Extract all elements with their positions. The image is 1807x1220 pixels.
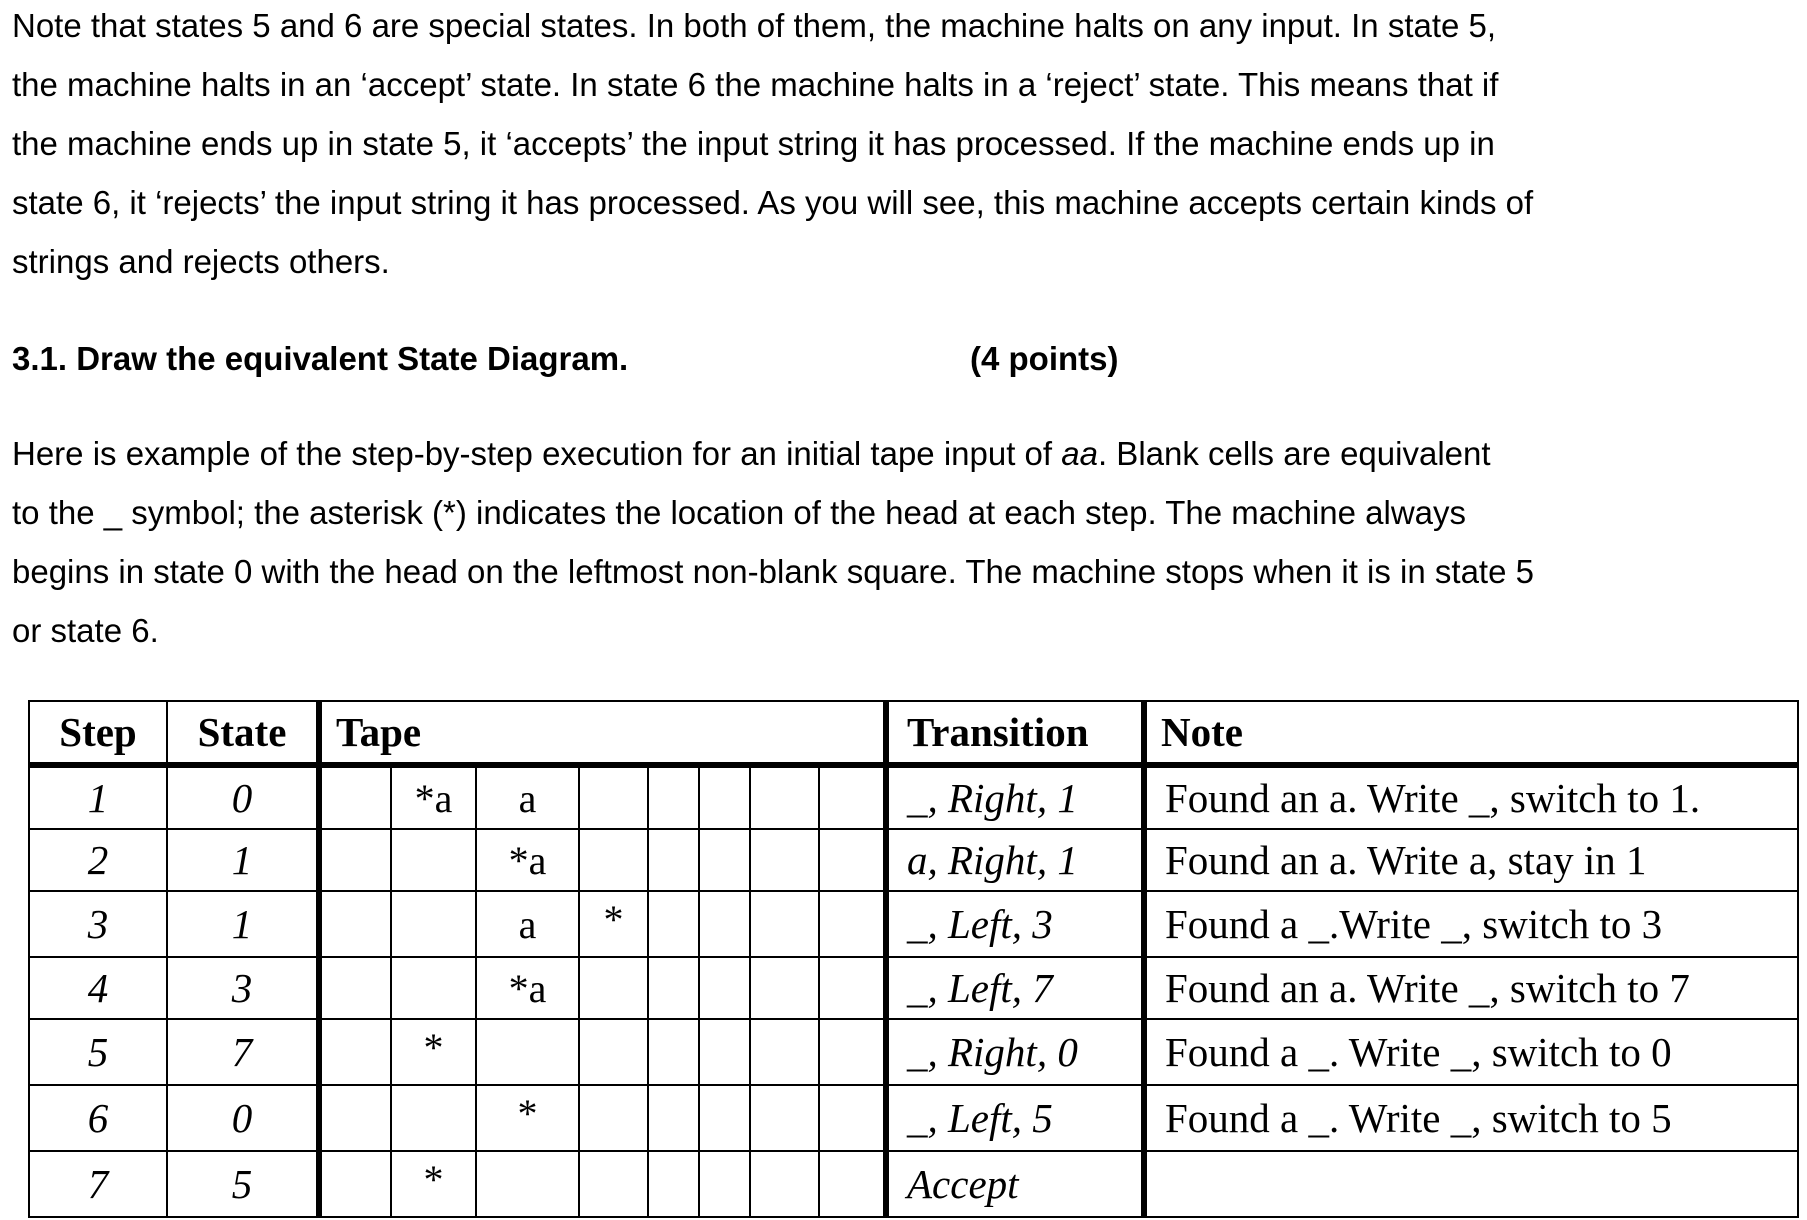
tape-cell: *a [476, 957, 579, 1019]
tape-cell: *a [476, 829, 579, 891]
cell-note [1144, 1151, 1798, 1217]
section-points: (4 points) [970, 340, 1119, 377]
example-line-1-before: Here is example of the step-by-step execution for an initial tape input of [12, 435, 1062, 472]
cell-transition: _, Right, 0 [886, 1019, 1144, 1085]
tape-cell [319, 829, 391, 891]
tape-cell [579, 1019, 648, 1085]
tape-cell [750, 1085, 819, 1151]
header-state: State [167, 701, 319, 765]
intro-paragraph [12, 0, 1797, 291]
tape-cell [579, 957, 648, 1019]
tape-cell [391, 1085, 476, 1151]
tape-cell [819, 1151, 886, 1217]
tape-cell [579, 765, 648, 829]
cell-step: 1 [29, 765, 167, 829]
tape-cell [750, 957, 819, 1019]
table-body [29, 765, 1798, 1217]
cell-transition: _, Left, 3 [886, 891, 1144, 957]
tape-cell [319, 1151, 391, 1217]
example-line-3: begins in state 0 with the head on the leftmost non-blank square. The machine stops when it is in state 5 [12, 553, 1534, 590]
header-step: Step [29, 701, 167, 765]
tape-cell [699, 1085, 750, 1151]
cell-step: 4 [29, 957, 167, 1019]
execution-table [28, 700, 1799, 1218]
cell-note: Found a _. Write _, switch to 0 [1144, 1019, 1798, 1085]
tape-cell [319, 765, 391, 829]
tape-cell: * [476, 1085, 579, 1151]
header-tape: Tape [319, 701, 886, 765]
cell-transition: _, Right, 1 [886, 765, 1144, 829]
intro-line-4: state 6, it ‘rejects’ the input string it has processed. As you will see, this machine accepts certain kinds of [12, 184, 1534, 221]
tape-cell: * [579, 891, 648, 957]
tape-cell: * [391, 1151, 476, 1217]
tape-cell: a [476, 891, 579, 957]
cell-step: 6 [29, 1085, 167, 1151]
tape-cell: *a [391, 765, 476, 829]
tape-cell [319, 891, 391, 957]
tape-cell [699, 1151, 750, 1217]
cell-note: Found a _. Write _, switch to 5 [1144, 1085, 1798, 1151]
tape-cell [648, 1019, 699, 1085]
tape-cell [391, 829, 476, 891]
tape-cell [699, 765, 750, 829]
tape-cell [648, 1151, 699, 1217]
table-row [29, 765, 1798, 829]
example-line-4: or state 6. [12, 612, 159, 649]
tape-cell [579, 1151, 648, 1217]
cell-note: Found a _.Write _, switch to 3 [1144, 891, 1798, 957]
tape-cell [750, 765, 819, 829]
tape-cell [819, 765, 886, 829]
cell-note: Found an a. Write _, switch to 7 [1144, 957, 1798, 1019]
tape-cell [648, 765, 699, 829]
cell-state: 1 [167, 829, 319, 891]
tape-cell [699, 891, 750, 957]
header-transition: Transition [886, 701, 1144, 765]
cell-note: Found an a. Write _, switch to 1. [1144, 765, 1798, 829]
tape-cell [750, 1019, 819, 1085]
tape-cell [750, 1151, 819, 1217]
cell-state: 3 [167, 957, 319, 1019]
cell-step: 2 [29, 829, 167, 891]
cell-transition: Accept [886, 1151, 1144, 1217]
example-line-2: to the _ symbol; the asterisk (*) indicates the location of the head at each step. The machine always [12, 494, 1467, 531]
cell-transition: _, Left, 7 [886, 957, 1144, 1019]
tape-cell [750, 829, 819, 891]
cell-state: 7 [167, 1019, 319, 1085]
cell-note: Found an a. Write a, stay in 1 [1144, 829, 1798, 891]
cell-state: 5 [167, 1151, 319, 1217]
section-heading [12, 329, 1797, 388]
tape-cell [648, 829, 699, 891]
tape-cell: * [391, 1019, 476, 1085]
tape-cell: a [476, 765, 579, 829]
tape-cell [819, 1085, 886, 1151]
example-paragraph [12, 424, 1797, 660]
tape-cell [319, 1085, 391, 1151]
cell-transition: a, Right, 1 [886, 829, 1144, 891]
tape-cell [579, 1085, 648, 1151]
intro-line-2: the machine halts in an ‘accept’ state. In state 6 the machine halts in a ‘reject’ state. This means that if [12, 66, 1499, 103]
cell-step: 3 [29, 891, 167, 957]
table-row [29, 1151, 1798, 1217]
intro-line-5: strings and rejects others. [12, 243, 390, 280]
table-row [29, 829, 1798, 891]
table-header-row [29, 701, 1798, 765]
table-row [29, 957, 1798, 1019]
tape-cell [819, 1019, 886, 1085]
tape-cell [699, 1019, 750, 1085]
intro-line-1: Note that states 5 and 6 are special states. In both of them, the machine halts on any input. In state 5, [12, 7, 1497, 44]
tape-cell [819, 957, 886, 1019]
cell-state: 1 [167, 891, 319, 957]
tape-cell [648, 1085, 699, 1151]
tape-cell [648, 891, 699, 957]
intro-line-3: the machine ends up in state 5, it ‘accepts’ the input string it has processed. If the machine ends up in [12, 125, 1495, 162]
example-input-string: aa [1061, 435, 1098, 472]
tape-cell [579, 829, 648, 891]
header-note: Note [1144, 701, 1798, 765]
tape-cell [391, 891, 476, 957]
cell-state: 0 [167, 765, 319, 829]
cell-transition: _, Left, 5 [886, 1085, 1144, 1151]
tape-cell [648, 957, 699, 1019]
example-line-1-after: . Blank cells are equivalent [1097, 435, 1491, 472]
section-title: 3.1. Draw the equivalent State Diagram. [12, 340, 629, 377]
tape-cell [319, 1019, 391, 1085]
cell-step: 5 [29, 1019, 167, 1085]
example-line-1 [12, 424, 1797, 483]
tape-cell [319, 957, 391, 1019]
tape-cell [476, 1019, 579, 1085]
table-row [29, 1085, 1798, 1151]
tape-cell [750, 891, 819, 957]
tape-cell [819, 891, 886, 957]
tape-cell [699, 829, 750, 891]
tape-cell [819, 829, 886, 891]
table-row [29, 891, 1798, 957]
tape-cell [699, 957, 750, 1019]
tape-cell [391, 957, 476, 1019]
cell-step: 7 [29, 1151, 167, 1217]
cell-state: 0 [167, 1085, 319, 1151]
tape-cell [476, 1151, 579, 1217]
table-row [29, 1019, 1798, 1085]
